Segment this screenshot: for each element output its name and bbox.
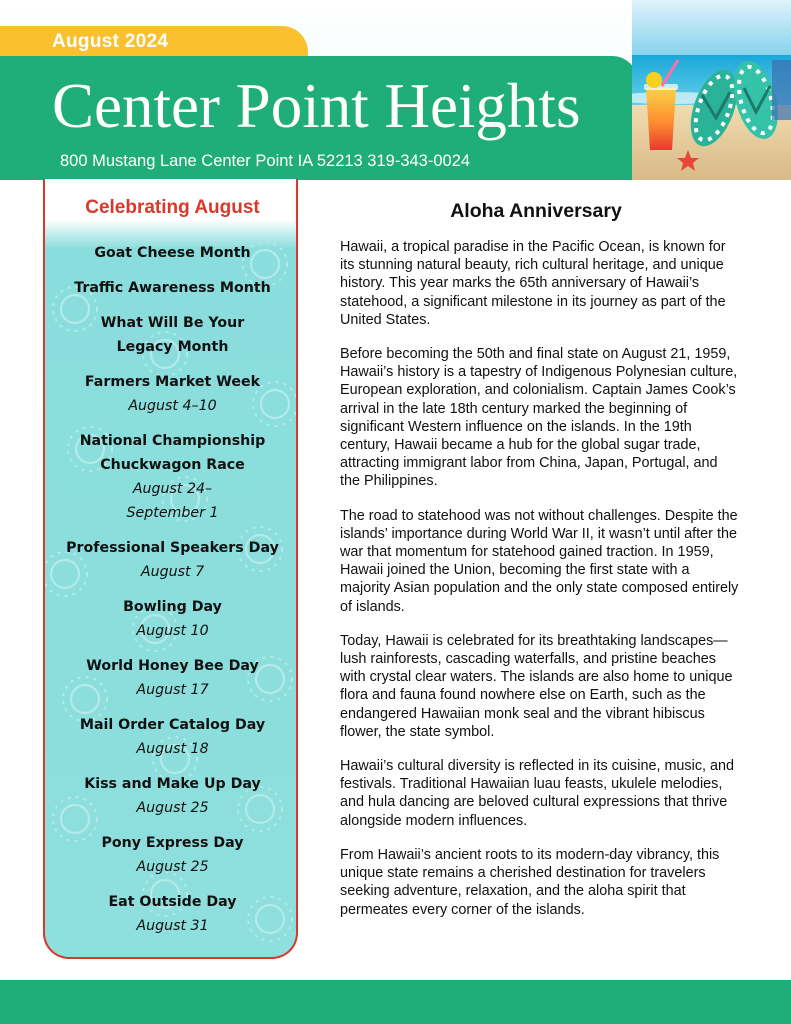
observance-date: August 25 xyxy=(136,859,209,875)
observance-date: August 10 xyxy=(136,623,209,639)
list-item xyxy=(45,654,298,702)
observance-name: Mail Order Catalog Day xyxy=(79,717,266,733)
observance-name: Eat Outside Day xyxy=(108,894,237,910)
observance-name: Pony Express Day xyxy=(101,835,244,851)
observance-date: August 4–10 xyxy=(128,398,217,414)
list-item xyxy=(45,595,298,643)
observance-name: Farmers Market Week xyxy=(84,374,261,390)
observance-name: Professional Speakers Day xyxy=(66,540,279,556)
observance-date: August 24–September 1 xyxy=(126,481,219,521)
list-item xyxy=(45,772,298,820)
list-item xyxy=(45,241,298,265)
observance-name: Bowling Day xyxy=(123,599,222,615)
article-title: Aloha Anniversary xyxy=(450,200,622,222)
address-line: 800 Mustang Lane Center Point IA 52213 319-343-0024 xyxy=(60,152,471,170)
list-item xyxy=(45,370,298,418)
article-paragraph: Before becoming the 50th and final state on August 21, 1959, Hawaii’s history is a tapestry of Indigenous Polynesian culture, European exploration, and colonialism. Captain James Cook’s arrival in the late 18th century marked the beginning of significant Western influence on the islands. In the 19th century, Hawaii became a hub for the global sugar trade, attracting immigrant labor from China, Japan, Portugal, and the Philippines. xyxy=(340,346,738,490)
article-paragraph: Hawaii’s cultural diversity is reflected in its cuisine, music, and festivals. Traditional Hawaiian luau feasts, ukulele melodies, and hula dancing are beloved cultural expressions that thrive alongside modern influences. xyxy=(340,758,735,829)
observance-name: Traffic Awareness Month xyxy=(74,280,271,296)
article-paragraph: Hawaii, a tropical paradise in the Pacific Ocean, is known for its stunning natural beauty, rich cultural heritage, and unique history. This year marks the 65th anniversary of Hawaii’s statehood, a significant milestone in its journey as part of the United States. xyxy=(340,239,726,328)
newsletter-title: Center Point Heights xyxy=(52,71,581,141)
observance-date: August 18 xyxy=(136,741,209,757)
observance-name: Kiss and Make Up Day xyxy=(84,776,261,792)
issue-date: August 2024 xyxy=(52,31,169,52)
article-paragraph: From Hawaii’s ancient roots to its modern-day vibrancy, this unique state remains a cherished destination for travelers seeking adventure, relaxation, and the aloha spirit that permeates every corner of the islands. xyxy=(340,846,720,918)
observance-date: August 7 xyxy=(140,564,205,580)
list-item xyxy=(45,429,298,525)
observance-list xyxy=(45,241,298,949)
observance-name: Goat Cheese Month xyxy=(94,245,251,261)
observance-date: August 25 xyxy=(136,800,209,816)
beach-photo xyxy=(632,0,791,180)
beach-drink-flipflops-icon xyxy=(632,0,791,180)
observance-name: National Championship Chuckwagon Race xyxy=(79,433,266,473)
observance-name: World Honey Bee Day xyxy=(86,658,259,674)
observance-name: What Will Be Your Legacy Month xyxy=(100,315,245,355)
article-paragraph: Today, Hawaii is celebrated for its breathtaking landscapes—lush rainforests, cascading waterfalls, and pristine beaches with crystal clear waters. The islands are also home to unique flora and fauna found nowhere else on Earth, such as the endangered Hawaiian monk seal and the vibrant hibiscus flower, the state symbol. xyxy=(340,632,733,740)
footer-band xyxy=(0,980,791,1024)
observance-date: August 31 xyxy=(136,918,209,934)
list-item xyxy=(45,276,298,300)
celebrating-sidebar xyxy=(43,179,298,959)
sidebar-title: Celebrating August xyxy=(85,197,260,218)
list-item xyxy=(45,311,298,359)
article-paragraph: The road to statehood was not without challenges. Despite the islands’ importance during World War II, it wasn’t until after the war that momentum for statehood gained traction. In 1959, Hawaii joined the Union, becoming the first state with a majority Asian population and the only state composed entirely of islands. xyxy=(340,507,739,615)
list-item xyxy=(45,890,298,938)
article-body xyxy=(340,238,740,935)
observance-date: August 17 xyxy=(136,682,209,698)
list-item xyxy=(45,713,298,761)
list-item xyxy=(45,831,298,879)
list-item xyxy=(45,536,298,584)
